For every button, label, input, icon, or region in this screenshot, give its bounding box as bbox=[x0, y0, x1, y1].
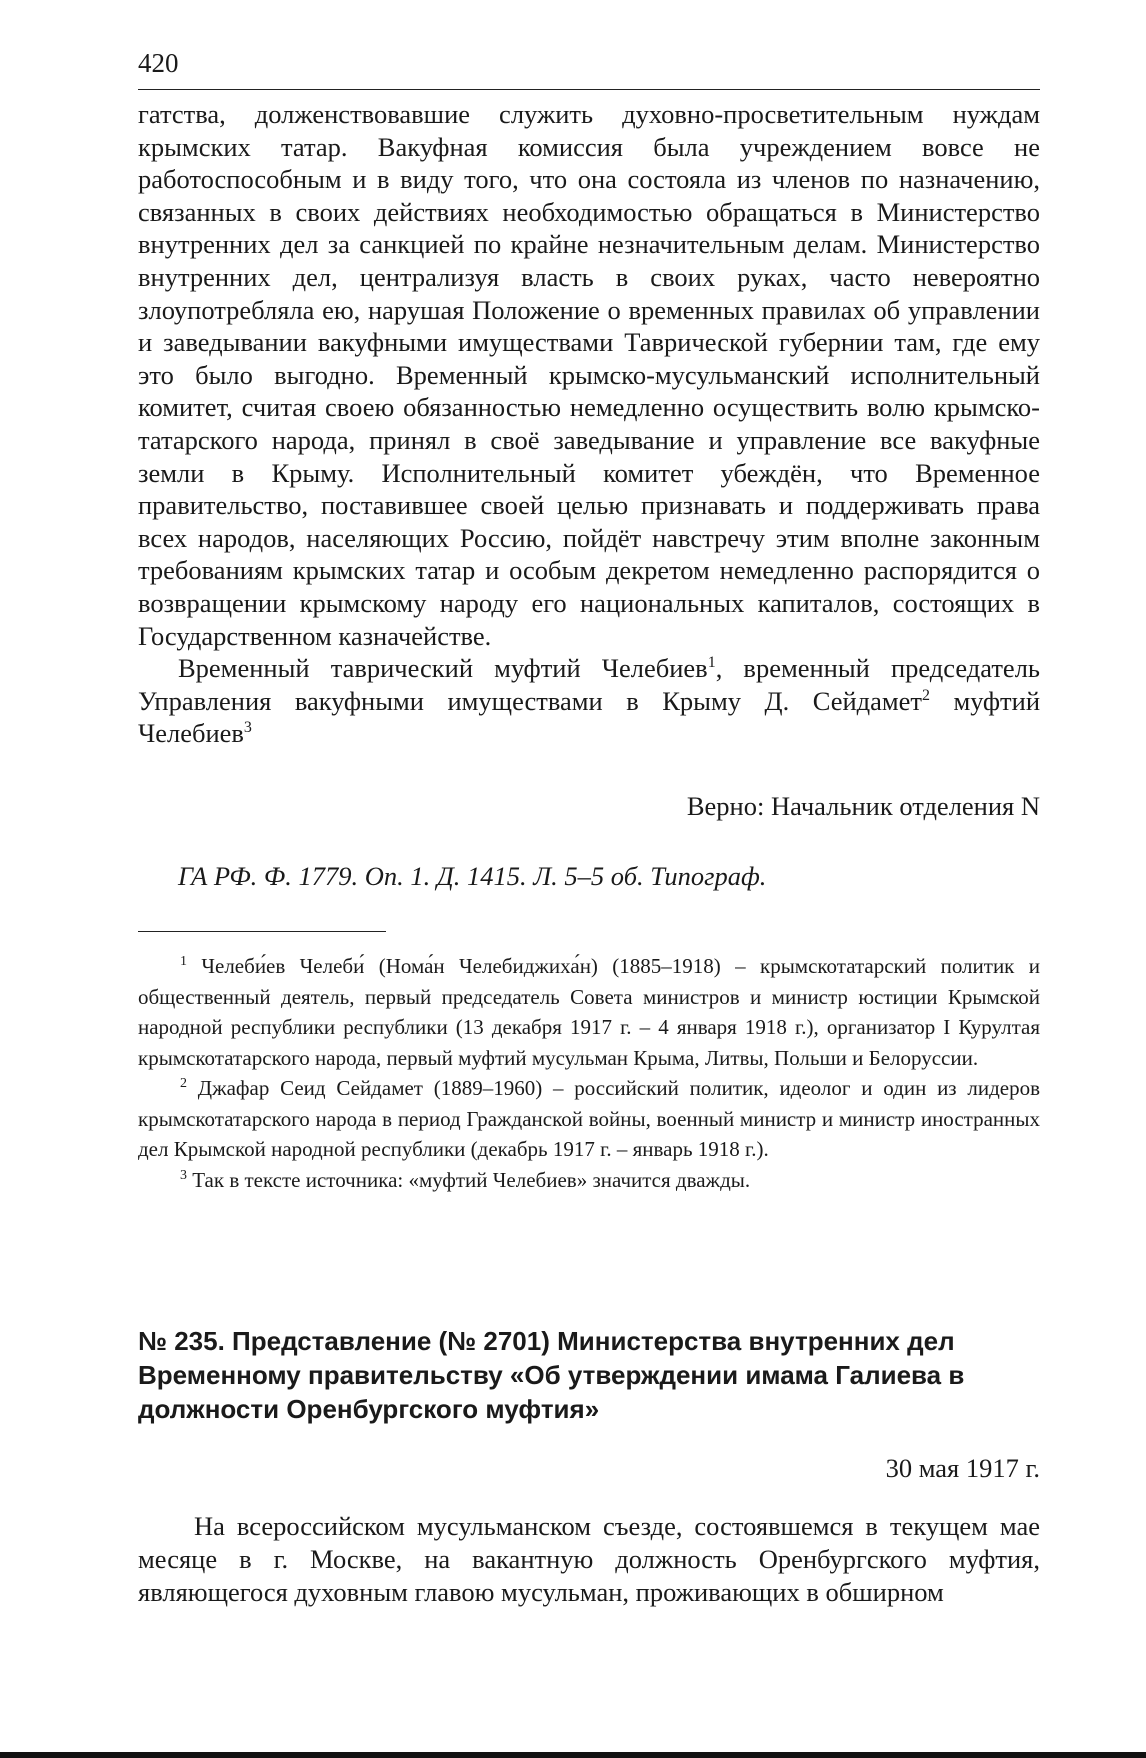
footnote-number: 1 bbox=[180, 954, 187, 969]
signature-part: муфтий Челебиев bbox=[138, 685, 1040, 749]
page-number: 420 bbox=[138, 48, 179, 78]
signature-part: Временный таврический муфтий Челебиев bbox=[178, 653, 708, 684]
footnote-text: Так в тексте источника: «муфтий Челебиев» значится дважды. bbox=[187, 1167, 751, 1192]
archive-reference: ГА РФ. Ф. 1779. Оп. 1. Д. 1415. Л. 5–5 об. Типограф. bbox=[178, 861, 767, 891]
footnote-1 bbox=[138, 951, 1040, 1073]
footnote-number: 2 bbox=[180, 1076, 187, 1091]
footnote-ref-1[interactable]: 1 bbox=[707, 654, 716, 672]
body-text bbox=[138, 98, 1040, 750]
signature-part: , временный председатель Управления вакуфными имуществами в Крыму Д. Сейдамет bbox=[138, 653, 1040, 716]
footnote-text: Челеби́ев Челеби́ (Нома́н Челебиджиха́н) (1885–1918) – крымскотатарский политик и общественный деятель, первый председатель Совета министров и министр юстиции Крымской народной республики республики (13 декабря 1917 г. – 4 января 1918 г.), организатор I Курултая крымскотатарского народа, первый муфтий мусульман Крыма, Литвы, Польши и Белоруссии. bbox=[138, 954, 1040, 1070]
verified-line: Верно: Начальник отделения N bbox=[686, 791, 1040, 821]
footnote-ref-2[interactable]: 2 bbox=[922, 686, 931, 704]
document-date: 30 мая 1917 г. bbox=[885, 1453, 1040, 1483]
footnotes bbox=[138, 951, 1040, 1195]
footnote-ref-3[interactable]: 3 bbox=[243, 719, 252, 737]
bottom-edge-bar bbox=[0, 1752, 1146, 1758]
body-paragraph: гатства, долженствовавшие служить духовно-просветительным нуждам крымских татар. Вакуфная комиссия была учреждением вовсе не работоспособным и в виду того, что она состояла из членов по назначению, связанных в своих действиях необходимостью обращаться в Министерство внутренних дел за санкцией по крайне незначительным делам. Министерство внутренних дел, централизуя власть в своих руках, часто невероятно злоупотребляла ею, нарушая Положение о временных правилах об управлении и заведывании вакуфными имуществами Таврической губернии там, где ему это было выгодно. Временный крымско-мусульманский исполнительный комитет, считая своею обязанностью немедленно осуществить волю крымско-татарского народа, принял в своё заведывание и управление все вакуфные земли в Крыму. Исполнительный комитет убеждён, что Временное правительство, поставившее своей целью признавать и поддерживать права всех народов, населяющих Россию, пойдёт навстречу этим вполне законным требованиям крымских татар и особым декретом немедленно распорядится о возвращении крымскому народу его национальных капиталов, состоящих в Государственном казначействе. bbox=[138, 99, 1040, 651]
footnote-text: Джафар Сеид Сейдамет (1889–1960) – российский политик, идеолог и один из лидеров крымскотатарского народа в период Гражданской войны, военный министр и министр иностранных дел Крымской народной республики (декабрь 1917 г. – январь 1918 г.). bbox=[138, 1076, 1040, 1161]
document-body: На всероссийском мусульманском съезде, состоявшемся в текущем мае месяце в г. Москве, на вакантную должность Оренбургского муфтия, являющегося духовным главою мусульман, проживающих в обширном bbox=[138, 1511, 1040, 1607]
signature-paragraph bbox=[138, 652, 1040, 750]
footnote-rule bbox=[138, 931, 386, 932]
document-heading: № 235. Представление (№ 2701) Министерства внутренних дел Временному правительству «Об утверждении имама Галиева в должности Оренбургского муфтия» bbox=[138, 1326, 965, 1424]
footnote-3 bbox=[138, 1165, 1040, 1196]
header-rule bbox=[138, 89, 1040, 90]
footnote-2 bbox=[138, 1073, 1040, 1165]
footnote-number: 3 bbox=[180, 1167, 187, 1183]
